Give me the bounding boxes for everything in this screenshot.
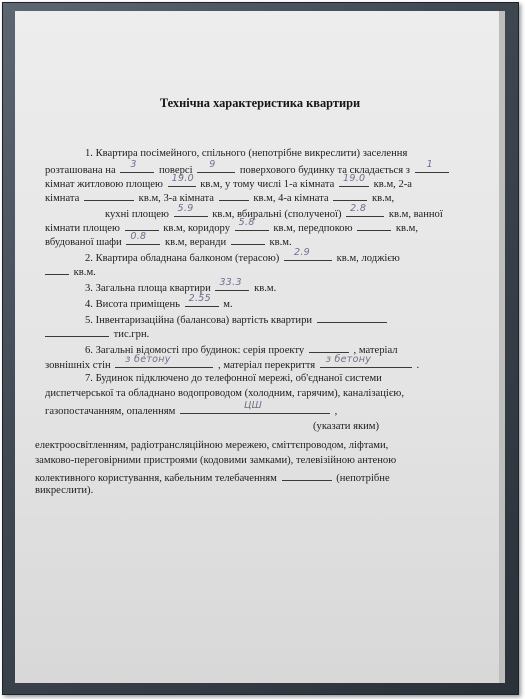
document-page	[15, 11, 505, 683]
p1-line6: кімнати площею кв.м, коридору 5.8 кв.м, передпокою кв.м,	[45, 217, 418, 234]
value-field-cont	[45, 325, 109, 337]
corridor-area-field: 5.8	[235, 219, 269, 231]
kitchen-area-field: 5.9	[174, 205, 208, 217]
p7-line4: електроосвітленням, радіотрансляційною мережею, сміттєпроводом, ліфтами,	[35, 440, 389, 451]
p5-line2: тис.грн.	[45, 325, 149, 342]
p1-line2: розташована на 3 поверсі 9 поверхового будинку та складається з 1	[45, 161, 451, 178]
room2-area-field	[84, 189, 134, 201]
photo-frame	[2, 2, 519, 695]
p1-line1: 1. Квартира посімейного, спільного (непотрібне викреслити) заселення	[85, 148, 408, 159]
p1-line5: кухні площею 5.9 кв.м, вбиральні (сполученої) 2.8 кв.м, ванної	[105, 203, 443, 220]
floor-field: 3	[120, 161, 154, 173]
p7-note: (указати яким)	[313, 421, 379, 432]
p7-line5: замково-переговірними пристроями (кодовими замками), телевізійною антеною	[35, 455, 397, 466]
cable-tv-field	[282, 469, 332, 481]
living-area-field: 19.0	[168, 175, 196, 187]
p1-line7: вбудованої шафи 0.8 кв.м, веранди кв.м.	[45, 231, 292, 248]
p4-line: 4. Висота приміщень 2.55 м.	[85, 293, 233, 310]
value-field	[317, 311, 387, 323]
veranda-area-field	[231, 233, 265, 245]
project-series-field	[309, 341, 349, 353]
height-field: 2.55	[185, 295, 219, 307]
p7-line1: 7. Будинок підключено до телефонної мережі, об'єднаної системи	[85, 373, 382, 384]
hallway-area-field	[357, 219, 391, 231]
p5-line1: 5. Інвентаризаційна (балансова) вартість квартири	[85, 311, 389, 328]
p7-line2: диспетчерської та обладнано водопроводом (холодним, гарячим), каналізацією,	[45, 388, 404, 399]
p2-line1: 2. Квартира обладнана балконом (терасою) 2.9 кв.м, лоджією	[85, 247, 400, 264]
room4-area-field	[333, 189, 367, 201]
rooms-field: 1	[415, 161, 449, 173]
p6-line2: зовнішніх стін з бетону , матеріал перекриття з бетону .	[45, 354, 420, 371]
room3-area-field	[219, 189, 249, 201]
p7-line6: колективного користування, кабельним телебаченням (непотрібне	[35, 469, 390, 486]
page-edge	[499, 11, 505, 683]
floors-total-field: 9	[197, 161, 235, 173]
p2-line2: кв.м.	[45, 263, 96, 280]
p6-line1: 6. Загальні відомості про будинок: серія проекту , матеріал	[85, 341, 398, 358]
floors-material-field: з бетону	[320, 356, 412, 368]
room1-area-field: 19.0	[339, 175, 369, 187]
heating-field: ЦШ	[180, 402, 330, 414]
p1-line3: кімнат житловою площею 19.0 кв.м, у тому числі 1-а кімната 19.0 кв.м, 2-а	[45, 173, 412, 190]
total-area-field: 33.3	[215, 279, 249, 291]
balcony-area-field: 2.9	[284, 249, 332, 261]
loggia-area-field	[45, 263, 69, 275]
p7-line7: викреслити).	[35, 485, 94, 496]
p7-line3: газопостачанням, опаленням ЦШ ,	[45, 400, 338, 417]
p1-line4: кімната кв.м, 3-а кімната кв.м, 4-а кімната кв.м,	[45, 189, 394, 206]
document-title: Технічна характеристика квартири	[159, 96, 361, 110]
p3-line: 3. Загальна площа квартири 33.3 кв.м.	[85, 277, 277, 294]
closet-area-field: 0.8	[126, 233, 160, 245]
walls-material-field: з бетону	[115, 356, 213, 368]
toilet-area-field: 2.8	[346, 205, 384, 217]
